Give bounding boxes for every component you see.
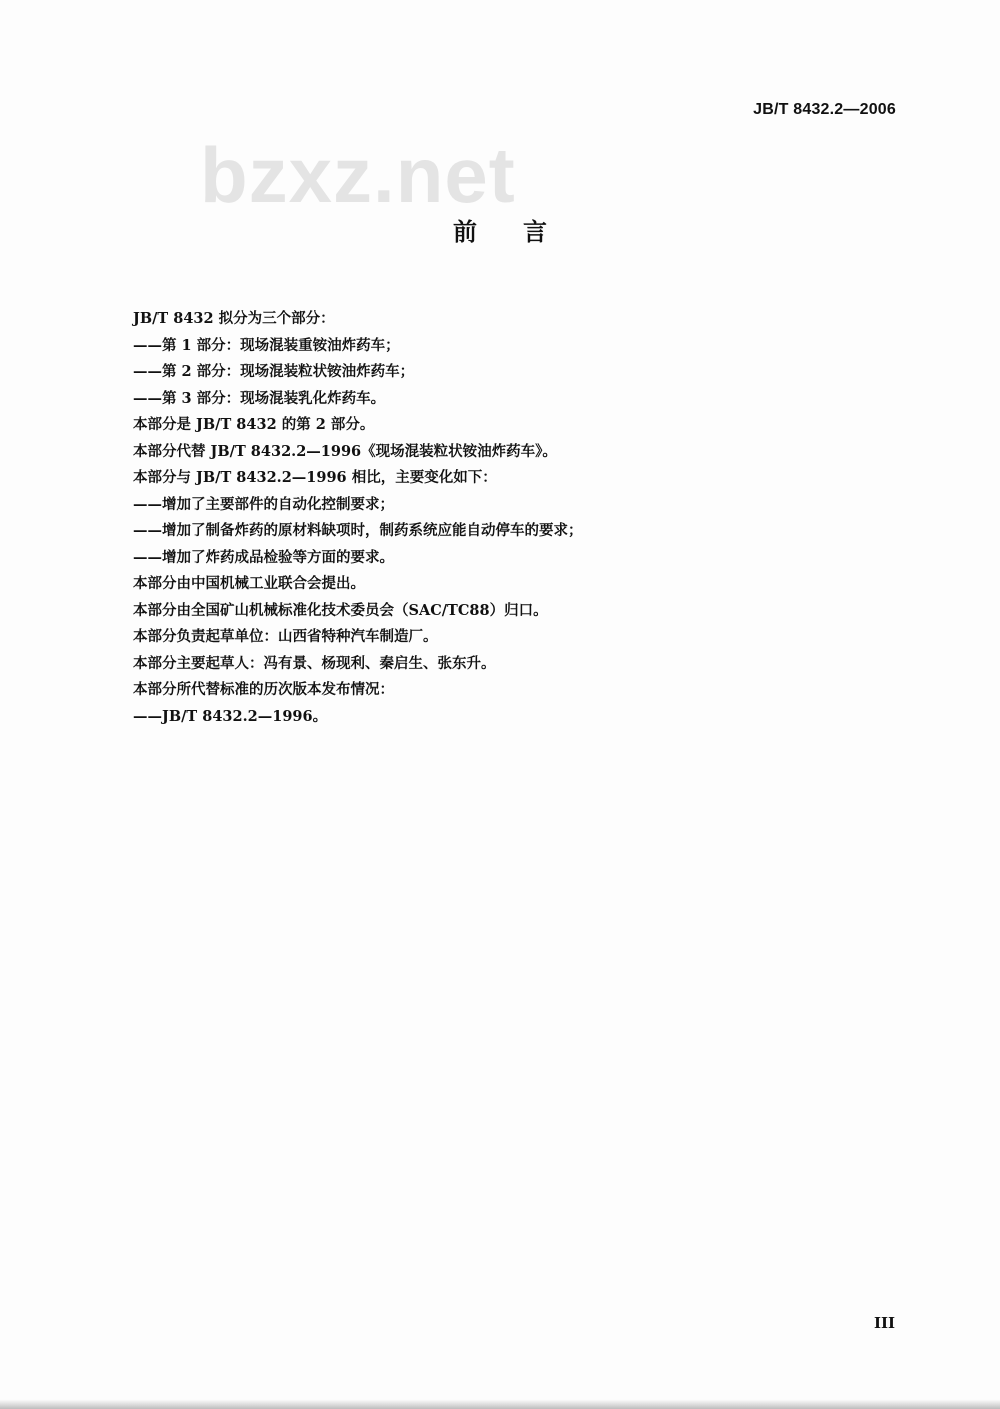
body-line: 本部分由中国机械工业联合会提出。 (133, 575, 365, 592)
body-line: ——增加了主要部件的自动化控制要求； (133, 495, 394, 513)
page-number: III (873, 1314, 895, 1332)
scan-bottom-edge (0, 1399, 1000, 1409)
body-line: ——第 2 部分：现场混装粒状铵油炸药车； (133, 363, 415, 380)
standard-code: JB/T 8432.2—2006 (753, 101, 896, 118)
body-line: 本部分是 JB/T 8432 的第 2 部分。 (133, 416, 375, 433)
body-line: ——第 1 部分：现场混装重铵油炸药车； (133, 336, 400, 354)
body-line: 本部分与 JB/T 8432.2—1996 相比，主要变化如下： (133, 469, 497, 486)
body-line: ——增加了炸药成品检验等方面的要求。 (133, 548, 394, 566)
body-line: ——增加了制备炸药的原材料缺项时，制药系统应能自动停车的要求； (133, 522, 583, 539)
body-line: JB/T 8432 拟分为三个部分： (133, 310, 335, 327)
watermark: bzxz.net (200, 131, 516, 219)
body-line: 本部分代替 JB/T 8432.2—1996《现场混装粒状铵油炸药车》。 (133, 442, 557, 460)
body-line: ——JB/T 8432.2—1996。 (133, 707, 328, 725)
body-line: 本部分所代替标准的历次版本发布情况： (133, 681, 394, 698)
foreword-body (133, 306, 913, 730)
page-title: 前言 (453, 218, 593, 246)
body-line: 本部分主要起草人：冯有景、杨现利、秦启生、张东升。 (133, 654, 496, 672)
body-line: 本部分由全国矿山机械标准化技术委员会（SAC/TC88）归口。 (133, 601, 548, 619)
body-line: 本部分负责起草单位：山西省特种汽车制造厂。 (133, 628, 438, 645)
body-line: ——第 3 部分：现场混装乳化炸药车。 (133, 389, 386, 407)
